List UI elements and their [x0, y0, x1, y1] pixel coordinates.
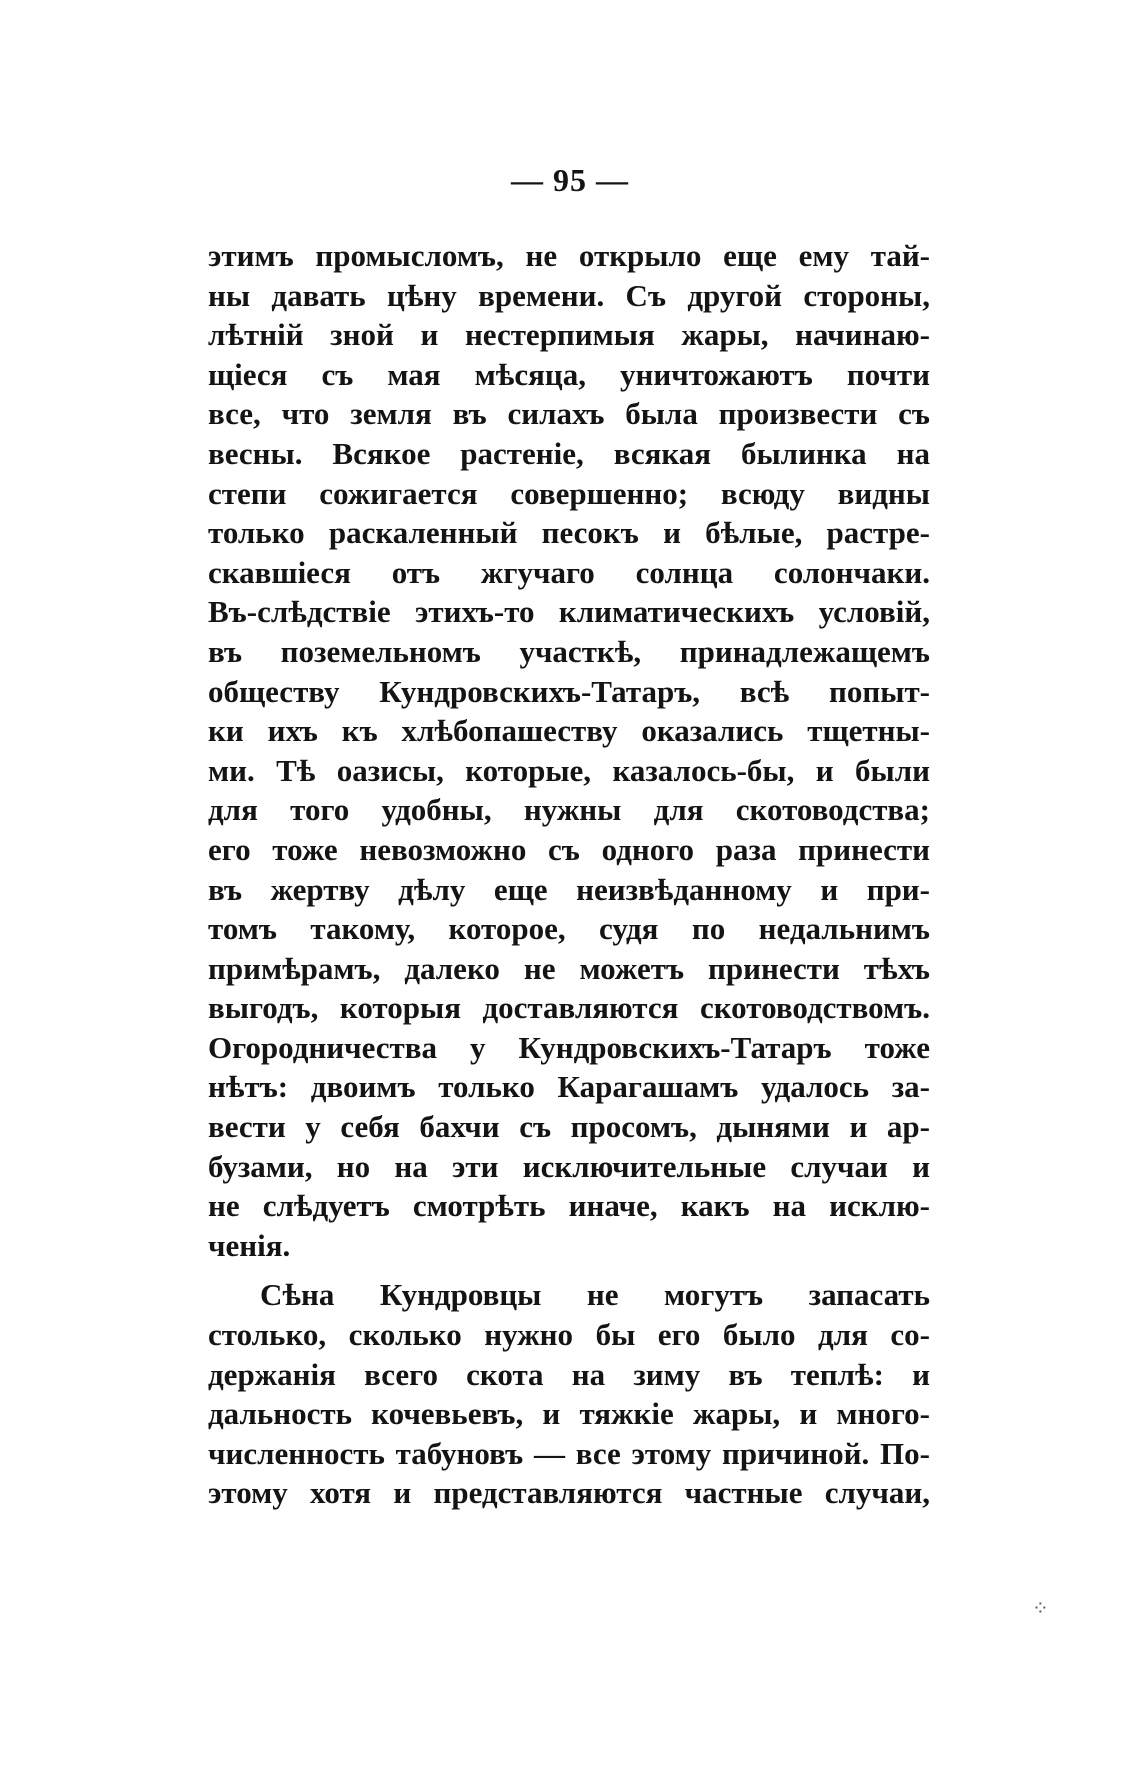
- text-line: ченія.: [208, 1227, 291, 1263]
- text-line: весны. Всякое растеніе, всякая былинка на: [208, 435, 930, 471]
- text-line: его тоже невозможно съ одного раза принести: [208, 831, 930, 867]
- text-line: ки ихъ къ хлѣбопашеству оказались тщетны-: [208, 713, 930, 749]
- text-line: Огородничества у Кундровскихъ-Татаръ тоже: [208, 1029, 930, 1065]
- text-line: этому хотя и представляются частные случаи,: [208, 1475, 930, 1511]
- text-line: Въ-слѣдствіе этихъ-то климатическихъ условій,: [208, 594, 930, 630]
- text-line: въ поземельномъ участкѣ, принадлежащемъ: [208, 633, 930, 669]
- text-line: щіеся съ мая мѣсяца, уничтожаютъ почти: [208, 356, 930, 392]
- text-line: вести у себя бахчи съ просомъ, дынями и ар-: [208, 1109, 930, 1145]
- text-line: для того удобны, нужны для скотоводства;: [208, 792, 930, 828]
- page-text: [208, 236, 930, 1513]
- text-line: дальность кочевьевъ, и тяжкіе жары, и много-: [208, 1396, 930, 1432]
- text-line: въ жертву дѣлу еще неизвѣданному и при-: [208, 871, 930, 907]
- text-line: лѣтній зной и нестерпимыя жары, начинаю-: [208, 317, 930, 353]
- text-line: бузами, но на эти исключительные случаи и: [208, 1148, 930, 1184]
- text-line: только раскаленный песокъ и бѣлые, растре-: [208, 515, 930, 551]
- paragraph-2: [208, 1275, 930, 1513]
- text-line: все, что земля въ силахъ была произвести съ: [208, 396, 930, 432]
- text-line: степи сожигается совершенно; всюду видны: [208, 475, 930, 511]
- text-line: выгодъ, которыя доставляются скотоводствомъ.: [208, 990, 930, 1026]
- text-line: численность табуновъ — все этому причиной. По-: [208, 1435, 930, 1471]
- scan-speck-mark: ⁘: [1032, 1596, 1049, 1620]
- text-line: примѣрамъ, далеко не можетъ принести тѣхъ: [208, 950, 930, 986]
- text-line: ми. Тѣ оазисы, которые, казалось-бы, и были: [208, 752, 930, 788]
- text-line: обществу Кундровскихъ-Татаръ, всѣ попыт-: [208, 673, 930, 709]
- paragraph-1: [208, 236, 930, 1265]
- text-line: ны давать цѣну времени. Съ другой стороны,: [208, 277, 930, 313]
- text-line: столько, сколько нужно бы его было для со-: [208, 1317, 930, 1353]
- text-line: Сѣна Кундровцы не могутъ запасать: [260, 1277, 930, 1313]
- text-line: не слѣдуетъ смотрѣть иначе, какъ на исклю-: [208, 1188, 930, 1224]
- text-line: этимъ промысломъ, не открыло еще ему тай-: [208, 238, 930, 273]
- text-line: скавшіеся отъ жгучаго солнца солончаки.: [208, 554, 930, 590]
- text-line: нѣтъ: двоимъ только Карагашамъ удалось за-: [208, 1069, 930, 1105]
- page-number: — 95 —: [511, 162, 629, 198]
- text-line: томъ такому, которое, судя по недальнимъ: [208, 911, 930, 947]
- paragraph-gap: [208, 1265, 930, 1275]
- text-line: держанія всего скота на зиму въ теплѣ: и: [208, 1356, 930, 1392]
